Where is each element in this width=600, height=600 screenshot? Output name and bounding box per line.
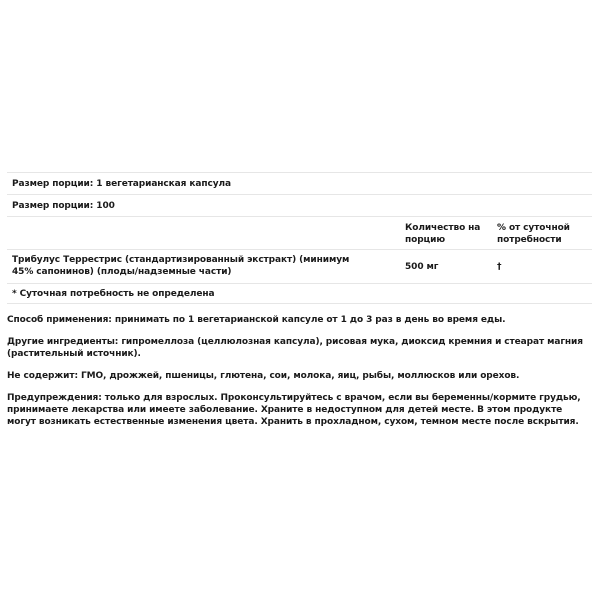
footnote-row	[7, 283, 592, 304]
ingredient-amount: 500 мг	[405, 262, 439, 272]
supplement-facts-table	[7, 172, 592, 304]
table-header-row	[7, 216, 592, 249]
free-of-text: Не содержит: ГМО, дрожжей, пшеницы, глютена, сои, молока, яиц, рыбы, моллюсков или орехов.	[7, 371, 520, 381]
servings-per-container: Размер порции: 100	[12, 201, 115, 211]
table-row	[7, 249, 592, 283]
usage-text: Способ применения: принимать по 1 вегетарианской капсуле от 1 до 3 раз в день во время еды.	[7, 315, 506, 325]
other-ingredients-text: Другие ингредиенты: гипромеллоза (целлюлозная капсула), рисовая мука, диоксид кремния и стеарат магния (растительный источник).	[7, 337, 583, 359]
daily-value-header: % от суточной потребности	[497, 223, 570, 245]
footnote: * Суточная потребность не определена	[12, 289, 215, 299]
ingredient-name: Трибулус Террестрис (стандартизированный экстракт) (минимум 45% сапонинов) (плоды/надземные части)	[12, 255, 350, 277]
ingredient-daily-value: †	[497, 262, 502, 272]
product-notes	[7, 314, 592, 438]
servings-per-container-row	[7, 194, 592, 216]
warnings-text: Предупреждения: только для взрослых. Проконсультируйтесь с врачом, если вы беременны/кормите грудью, принимаете лекарства или имеете заболевание. Храните в недоступном для детей месте. В этом продукте могут возникать естественные изменения цвета. Хранить в прохладном, сухом, темном месте после вскрытия.	[7, 393, 581, 427]
amount-header: Количество на порцию	[405, 223, 481, 245]
serving-size-row	[7, 172, 592, 194]
serving-size: Размер порции: 1 вегетарианская капсула	[12, 179, 231, 189]
